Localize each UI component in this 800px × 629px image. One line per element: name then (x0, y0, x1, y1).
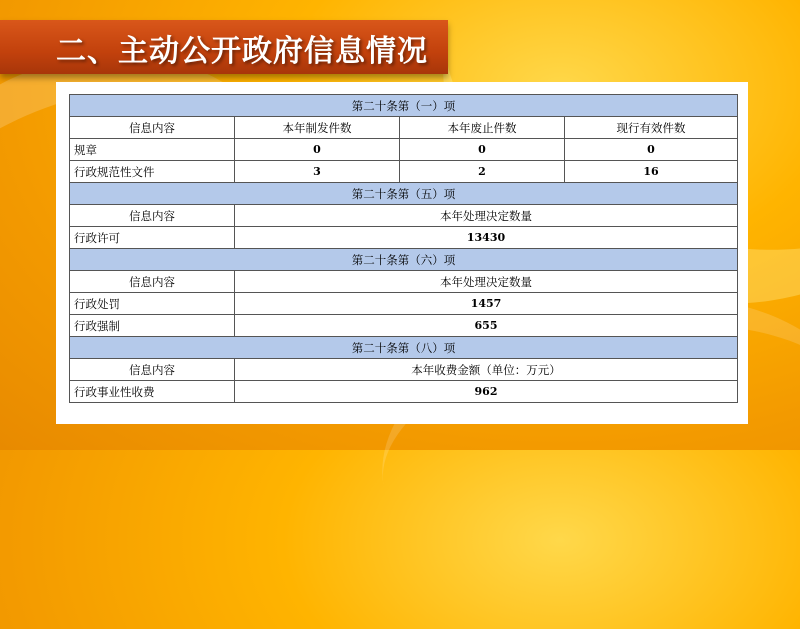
section-header: 第二十条第（五）项 (70, 183, 738, 205)
row-label: 行政规范性文件 (70, 161, 235, 183)
column-header-row (70, 117, 738, 139)
column-header-row (70, 205, 738, 227)
column-header: 信息内容 (70, 359, 235, 381)
cell-value: 0 (400, 139, 565, 161)
table-row (70, 139, 738, 161)
row-label: 行政强制 (70, 315, 235, 337)
column-header: 本年处理决定数量 (235, 271, 738, 293)
section-header-row (70, 95, 738, 117)
cell-value: 3 (235, 161, 400, 183)
column-header-row (70, 359, 738, 381)
column-header: 信息内容 (70, 117, 235, 139)
row-label: 行政处罚 (70, 293, 235, 315)
section-header-row (70, 337, 738, 359)
cell-value: 16 (565, 161, 738, 183)
cell-value: 1457 (235, 293, 738, 315)
column-header-row (70, 271, 738, 293)
table-row (70, 315, 738, 337)
cell-value: 655 (235, 315, 738, 337)
column-header: 本年制发件数 (235, 117, 400, 139)
info-disclosure-table (69, 94, 738, 403)
page-title: 二、主动公开政府信息情况 (56, 34, 428, 69)
table-row (70, 227, 738, 249)
column-header: 本年处理决定数量 (235, 205, 738, 227)
row-label: 规章 (70, 139, 235, 161)
section-header: 第二十条第（六）项 (70, 249, 738, 271)
cell-value: 962 (235, 381, 738, 403)
section-header-row (70, 249, 738, 271)
section-header: 第二十条第（八）项 (70, 337, 738, 359)
section-header: 第二十条第（一）项 (70, 95, 738, 117)
column-header: 信息内容 (70, 205, 235, 227)
cell-value: 0 (565, 139, 738, 161)
column-header: 本年废止件数 (400, 117, 565, 139)
section-header-row (70, 183, 738, 205)
cell-value: 2 (400, 161, 565, 183)
row-label: 行政许可 (70, 227, 235, 249)
cell-value: 0 (235, 139, 400, 161)
table-row (70, 381, 738, 403)
table-panel (56, 82, 748, 424)
column-header: 信息内容 (70, 271, 235, 293)
column-header: 本年收费金额（单位：万元） (235, 359, 738, 381)
table-row (70, 293, 738, 315)
column-header: 现行有效件数 (565, 117, 738, 139)
row-label: 行政事业性收费 (70, 381, 235, 403)
table-row (70, 161, 738, 183)
cell-value: 13430 (235, 227, 738, 249)
